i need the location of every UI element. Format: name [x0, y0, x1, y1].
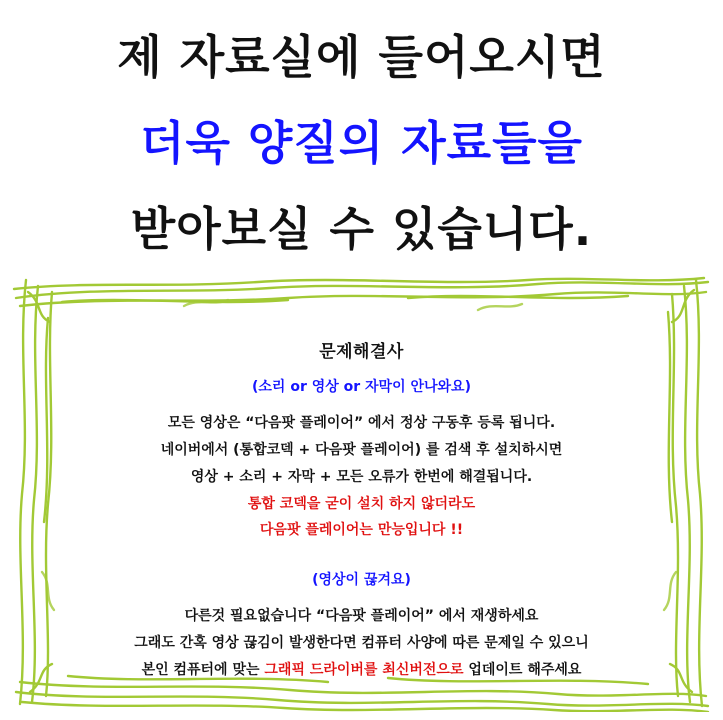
headline-block	[0, 14, 723, 272]
section1-line-3: 영상 + 소리 + 자막 + 모든 오류가 한번에 해결됩니다.	[190, 469, 533, 485]
section2-line-1: 다른것 필요없습니다 “다음팟 플레이어” 에서 재생하세요	[184, 608, 539, 624]
headline-line-3: 받아보실 수 있습니다.	[130, 202, 593, 256]
section2-last-post: 업데이트 해주세요	[463, 662, 582, 678]
section2-last-highlight: 그래픽 드라이버를 최신버전으로	[264, 662, 464, 678]
headline-line-1: 제 자료실에 들어오시면	[117, 30, 606, 84]
section2-question: (영상이 끊겨요)	[312, 572, 411, 588]
section1-emphasis-1: 통합 코덱을 굳이 설치 하지 않더라도	[247, 496, 476, 512]
section2-line-2: 그래도 간혹 영상 끊김이 발생한다면 컴퓨터 사양에 따른 문제일 수 있으니	[134, 635, 589, 651]
section2-last-pre: 본인 컴퓨터에 맞는	[141, 662, 265, 678]
section1-emphasis-2: 다음팟 플레이어는 만능입니다 !!	[259, 522, 464, 538]
section1-line-1: 모든 영상은 “다음팟 플레이어” 에서 정상 구동후 등록 됩니다.	[167, 415, 556, 431]
section2-last-line	[40, 657, 683, 684]
section1-question: (소리 or 영상 or 자막이 안나와요)	[252, 379, 471, 395]
section-gap	[40, 543, 683, 569]
headline-line-2: 더욱 양질의 자료들을	[140, 116, 583, 170]
panel-title: 문제해결사	[319, 342, 404, 362]
section1-line-2: 네이버에서 (통합코덱 + 다음팟 플레이어) 를 검색 후 설치하시면	[160, 442, 563, 458]
panel-content	[40, 295, 683, 684]
